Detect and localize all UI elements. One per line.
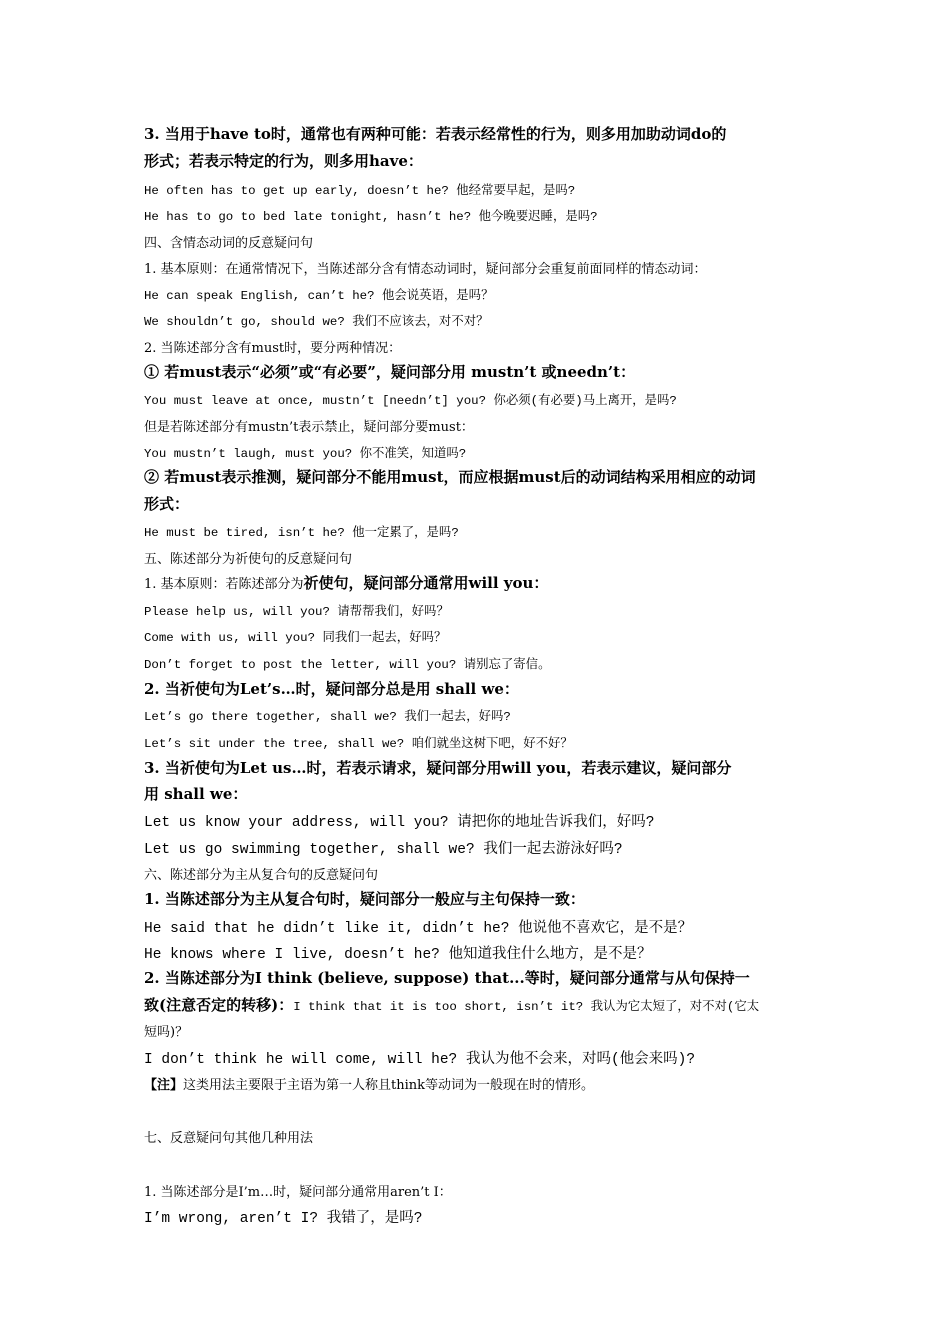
example-line: He said that he didn’t like it, didn’t he? 他说他不喜欢它，是不是？ (144, 921, 693, 937)
rule-mixed-line (144, 994, 759, 1015)
rule-text: 1. 基本原则：若陈述部分为 (144, 577, 304, 592)
example-line: Let us go swimming together, shall we? 我们一起去游泳好吗? (144, 842, 623, 858)
rule-mixed-line (144, 572, 548, 593)
example-line: Come with us, will you? 同我们一起去，好吗？ (144, 631, 447, 645)
example-line: I’m wrong, aren’t I? 我错了，是吗? (144, 1211, 423, 1227)
example-line: You must leave at once, mustn’t [needn’t] you? 你必须(有必要)马上离开，是吗? (144, 394, 677, 408)
note-line (144, 1074, 594, 1093)
rule-bold: ② 若must表示推测，疑问部分不能用must，而应根据must后的动词结构采用相应的动词 (144, 468, 756, 486)
rule-bold: 1. 当陈述部分为主从复合句时，疑问部分一般应与主句保持一致： (144, 890, 585, 908)
rule-text: 但是若陈述部分有mustn’t表示禁止，疑问部分要must： (144, 420, 474, 435)
example-line: He has to go to bed late tonight, hasn’t he? 他今晚要迟睡，是吗? (144, 210, 598, 224)
rule-text: 2. 当陈述部分含有must时，要分两种情况： (144, 341, 402, 356)
example-line: Don’t forget to post the letter, will you? 请别忘了寄信。 (144, 658, 551, 672)
section-heading-imperative: 五、陈述部分为祈使句的反意疑问句 (144, 552, 353, 567)
rule-bold: 3. 当祈使句为Let us…时，若表示请求，疑问部分用will you，若表示建议，疑问部分 (144, 759, 732, 777)
note-text: 这类用法主要限于主语为第一人称且think等动词为一般现在时的情形。 (183, 1078, 595, 1093)
example-line: You mustn’t laugh, must you? 你不准笑，知道吗? (144, 447, 467, 461)
example-line: Let’s sit under the tree, shall we? 咱们就坐这树下吧，好不好？ (144, 737, 573, 751)
section-heading-other-uses: 七、反意疑问句其他几种用法 (144, 1131, 314, 1146)
rule-bold: 致(注意否定的转移)： (144, 996, 294, 1014)
example-line: I don’t think he will come, will he? 我认为他不会来，对吗(他会来吗)? (144, 1052, 696, 1068)
section-heading-complex-sentence: 六、陈述部分为主从复合句的反意疑问句 (144, 868, 379, 883)
example-line: He often has to get up early, doesn’t he? 他经常要早起，是吗? (144, 184, 576, 198)
note-label: 【注】 (144, 1078, 184, 1093)
rule-bold: 用 shall we： (144, 785, 248, 803)
rule-bold: ① 若must表示“必须”或“有必要”，疑问部分用 mustn’t 或needn’t： (144, 363, 636, 381)
rule-text: 1. 当陈述部分是I’m…时，疑问部分通常用aren’t I： (144, 1185, 452, 1200)
rule-text: 1. 基本原则：在通常情况下，当陈述部分含有情态动词时，疑问部分会重复前面同样的情态动词： (144, 262, 707, 277)
rule-bold: 2. 当祈使句为Let’s…时，疑问部分总是用 shall we： (144, 680, 519, 698)
rule-bold: 形式： (144, 495, 190, 513)
rule-bold: 2. 当陈述部分为I think (believe, suppose) that...等时，疑问部分通常与从句保持一 (144, 969, 750, 987)
example-line: 短吗)？ (144, 1025, 189, 1040)
example-line: He knows where I live, doesn’t he? 他知道我住什么地方，是不是？ (144, 947, 652, 963)
example-line: We shouldn’t go, should we? 我们不应该去，对不对？ (144, 315, 489, 329)
example-line: He can speak English, can’t he? 他会说英语，是吗？ (144, 289, 494, 303)
example-line: Let’s go there together, shall we? 我们一起去，好吗? (144, 710, 511, 724)
section-heading-modal-verbs: 四、含情态动词的反意疑问句 (144, 236, 314, 251)
example-line: He must be tired, isn’t he? 他一定累了，是吗? (144, 526, 459, 540)
rule-bold: 祈使句，疑问部分通常用will you： (303, 574, 549, 592)
example-line: I think that it is too short, isn’t it? 我认为它太短了，对不对(它太 (293, 1000, 760, 1014)
point-have-to-title-line2: 形式；若表示特定的行为，则多用have： (144, 152, 423, 170)
example-line: Let us know your address, will you? 请把你的地址告诉我们，好吗? (144, 815, 655, 831)
example-line: Please help us, will you? 请帮帮我们，好吗？ (144, 605, 449, 619)
point-have-to-title-line1: 3. 当用于have to时，通常也有两种可能：若表示经常性的行为，则多用加助动词do的 (144, 125, 727, 143)
